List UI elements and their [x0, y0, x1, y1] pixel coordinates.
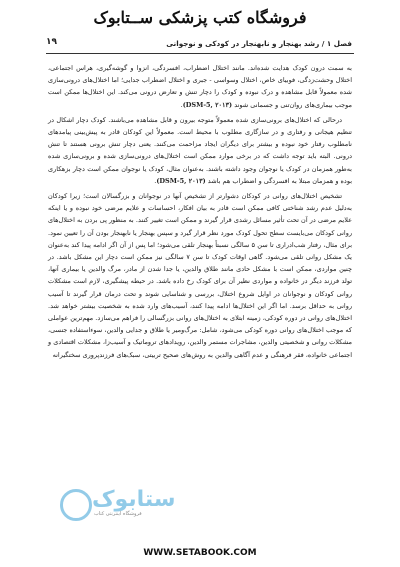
paragraph-1: به سمت درون کودک هدایت شده‌اند. مانند اختلال اضطراب، افسردگی، انزوا و گوشه‌گیری، هراس اجتماعی، اختلال وحشت‌زدگی، فوبیای خاص، اختلال وسواسی - جبری و اختلال اضطراب جدایی؛ اما اختلال‌های درونی‌سازی شده معمولاً قابل مشاهده و درک نبوده و کودک را دچار تنش و تعارض درونی می‌کند. این اختلال‌ها ممکن است موجب بیماری‌های روان‌تنی و جسمانی شوند (DSM-5, ۲۰۱۳).: [48, 64, 352, 109]
running-head: [46, 38, 352, 52]
paragraph-3: [48, 190, 352, 361]
paragraph-2-text: درحالی که اختلال‌های برونی‌سازی شده معمولاً متوجه بیرون و قابل مشاهده می‌باشند. کودک دچار اشکال در تنظیم هیجانی و رفتاری و در سازگاری مطلوب با محیط است. معمولاً این کودکان قادر به پیش‌بینی پیامدهای نامطلوب رفتار خود نبوده و بیشتر برای دیگران ایجاد مزاحمت می‌کنند. یعنی دچار تنش برونی هستند تا تنش درونی. البته باید توجه داشت که در برخی موارد ممکن است اختلال‌های درونی‌سازی شده و برونی‌سازی شده به‌طور همزمان در کودک یا نوجوان وجود داشته باشند. به‌عنوان مثال، کودک یا نوجوان ممکن است دچار بزهکاری بوده و همزمان مبتلا به افسردگی و اضطراب هم باشد: [48, 115, 352, 185]
paragraph-2: درحالی که اختلال‌های برونی‌سازی شده معمولاً متوجه بیرون و قابل مشاهده می‌باشند. کودک دچار اشکال در تنظیم هیجانی و رفتاری و در سازگاری مطلوب با محیط است. معمولاً این کودکان قادر به پیش‌بینی پیامدهای نامطلوب رفتار خود نبوده و بیشتر برای دیگران ایجاد مزاحمت می‌کنند. یعنی دچار تنش برونی هستند تا تنش درونی. البته باید توجه داشت که در برخی موارد ممکن است اختلال‌های درونی‌سازی شده و برونی‌سازی شده به‌طور همزمان در کودک یا نوجوان وجود داشته باشند. به‌عنوان مثال، کودک یا نوجوان ممکن است دچار بزهکاری بوده و همزمان مبتلا به افسردگی و اضطراب هم باشد (DSM-5, ۲۰۱۳).: [48, 115, 352, 185]
setabook-watermark-logo: [60, 487, 210, 519]
paragraph-1-text: به سمت درون کودک هدایت شده‌اند. مانند اختلال اضطراب، افسردگی، انزوا و گوشه‌گیری، هراس اجتماعی، اختلال وحشت‌زدگی، فوبیای خاص، اختلال وسواسی - جبری و اختلال اضطراب جدایی؛ اما اختلال‌های درونی‌سازی شده معمولاً قابل مشاهده و درک نبوده و کودک را دچار تنش و تعارض درونی می‌کند. این اختلال‌ها ممکن است موجب بیماری‌های روان‌تنی و جسمانی شوند: [48, 64, 352, 109]
watermark-tagline: فروشگاه اینترنتی کتاب: [94, 511, 142, 517]
citation-2: (DSM-5, ۲۰۱۳): [156, 176, 206, 185]
page-number: ۱۹: [46, 37, 57, 47]
paragraph-3-text: تشخیص اختلال‌های روانی در کودکان دشوارتر از تشخیص آنها در نوجوانان و بزرگسالان است؛ زیرا کودکان به‌دلیل عدم رشد شناختی کافی ممکن است قادر به بیان افکار، احساسات و علایم مرضی خود نبوده و یا اینکه علایم مرضی در آن تحت تأثیر مسائل رشدی قرار گیرند و ممکن است تغییر کنند. به منظور پی بردن به اختلال‌های روانی کودکان می‌بایست سطح تحول کودک مورد نظر قرار گیرد و سپس بهنجار یا نابهنجار بودن آن را تعیین نمود. برای مثال، رفتار شب‌ادراری تا سن ۵ سالگی نسبتاً بهنجار تلقی می‌شود؛ اما پس از آن اگر ادامه پیدا کند به‌عنوان یک مشکل روانی تلقی می‌شود. گاهی اوقات کودک تا سن ۷ سالگی نیز ممکن است دچار این مشکل باشد. در چنین مواردی، ممکن است با مشکل حادی مانند طلاق والدین، یا جدا شدن از مادر، مرگ والدین یا بیماری آنها، تولد فرزند دیگر در خانواده و مواردی نظیر آن برای کودک رخ داده باشد. در حیطه پیشگیری، لازم است مشکلات روانی کودکان و نوجوانان در اوایل شروع اختلال، بررسی و شناسایی شوند و تحت درمان قرار گیرند تا آسیب روانی به حداقل برسد. اما اگر این اختلال‌ها ادامه پیدا کنند، آسیب‌های وارد شده به شخصیت بیشتر خواهد شد. اختلال‌های روانی در دوره کودکی، زمینه ابتلای به اختلال‌های روانی بزرگسالی را فراهم می‌سازد. مهم‌ترین عواملی که موجب اختلال‌های روانی دوره کودکی می‌شود، شامل: مرگ‌ومیر یا طلاق و جدایی والدین، سوءاستفاده جنسی، مشکلات روانی و شخصیتی والدین، مشاجرات مستمر والدین، رویدادهای تروماتیک و آسیب‌زا، مشکلات اقتصادی و اجتماعی خانواده، فقر فرهنگی و عدم آگاهی والدین به روش‌های صحیح تربیتی، سبک‌های فرزندپروری سختگیرانه: [48, 192, 352, 359]
body-text: [48, 62, 352, 364]
citation-1: (DSM-5, ۲۰۱۳): [182, 100, 233, 109]
footer-url-link[interactable]: WWW.SETABOOK.COM: [143, 548, 257, 558]
store-banner-title: فروشگاه کتب پزشکی ســتابوک: [93, 8, 307, 27]
logo-ring-icon: [60, 489, 92, 521]
watermark-wordmark: ستابوک: [92, 487, 176, 512]
chapter-title: فصل ۱ / رشد بهنجار و نابهنجار در کودکی و نوجوانی: [166, 39, 352, 48]
header-rule: [46, 53, 354, 54]
